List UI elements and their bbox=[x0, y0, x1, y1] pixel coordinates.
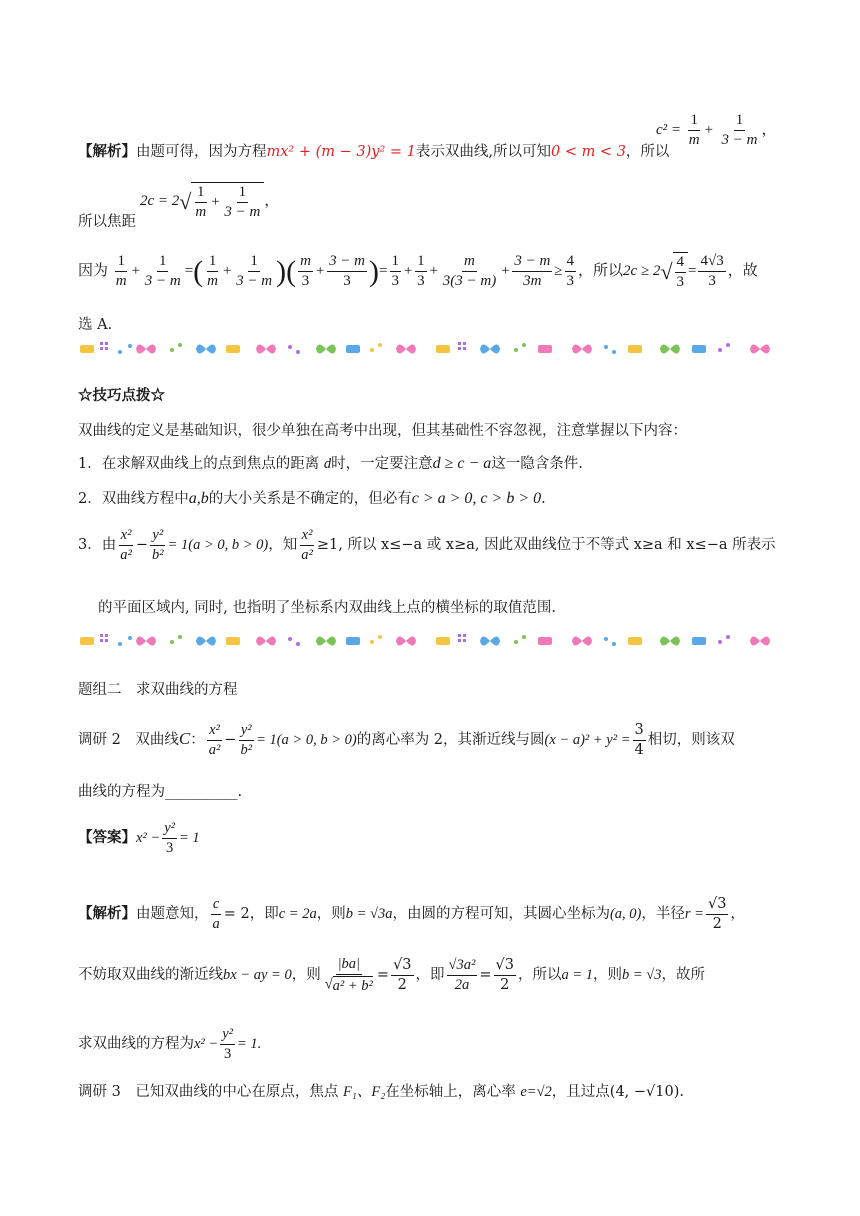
solution-tag: 【解析】 bbox=[78, 905, 136, 923]
tips-title: ☆技巧点拨☆ bbox=[78, 387, 165, 404]
question-3: 调研 3 已知双曲线的中心在原点，焦点 F₁、F₂在坐标轴上，离心率 e=√2，且过点(4, −√10). bbox=[78, 1084, 685, 1100]
analysis-line-1: 【解析】由题可得，因为方程mx² + (m − 3)y² = 1表示双曲线,所以可知0 < m < 3，所以 bbox=[78, 143, 670, 160]
analysis-tag: 【解析】 bbox=[78, 143, 136, 160]
tips-item-3: 3．由 $\frac{\text{x²}}{\text{a²}}$ − $\frac{\text{y²}}{\text{b²}}$ = 1(a > 0, b > 0)，知 $\frac{\text{x²}}{\text{a²}}$ ≥1, 所以 x≤−a 或 x≥a, 因此双曲线位于不等式 x≥a 和 x≤−a 所表示 bbox=[78, 527, 776, 563]
answer-line: 【答案】x² − $\frac{\text{y²}}{3}$ = 1 bbox=[78, 820, 200, 856]
inequality-red: 0 < m < 3 bbox=[550, 144, 626, 160]
answer-choice: 选 A. bbox=[78, 317, 113, 333]
c-squared-formula: c² = $\frac{1}{m}$ + $\frac{1}{3 - m}$ ， bbox=[656, 112, 777, 149]
solution-line-3: 求双曲线的方程为x² − $\frac{\text{y²}}{3}$ = 1. bbox=[78, 1026, 262, 1062]
group-title: 题组二 求双曲线的方程 bbox=[78, 682, 238, 698]
solution-line-2: 不妨取双曲线的渐近线bx − ay = 0，则 $\frac{|ba|}{\text{√a² + b²}}$ = $\frac{√3}{2}$ ，即 $\frac{\text{√3a²}}{2a}$ = $\frac{√3}{2}$ ，所以a = 1，则b = √3，故所 bbox=[78, 956, 706, 994]
focal-label: 所以焦距 bbox=[78, 214, 136, 230]
solution-line-1: 【解析】由题意知， $\frac{c}{a}$ = 2，即c = 2a，则b = √3a，由圆的方程可知，其圆心坐标为(a, 0)，半径r = $\frac{√3}{2}$ ， bbox=[78, 896, 745, 932]
tips-item-1: 1．在求解双曲线上的点到焦点的距离 d时，一定要注意d ≥ c − a这一隐含条件. bbox=[78, 455, 583, 472]
butterfly-divider bbox=[76, 338, 776, 360]
question-2-cont: 曲线的方程为__________. bbox=[78, 784, 243, 800]
focal-formula: 2c = 2√ $\frac{1}{m}$ + $\frac{1}{3 - m}$ ， bbox=[140, 184, 280, 221]
answer-tag: 【答案】 bbox=[78, 829, 136, 847]
butterfly-divider bbox=[76, 630, 776, 652]
inequality-derivation: 因为 $\frac{1}{m}$ + $\frac{1}{3 - m}$ =( $\frac{1}{m}$ + $\frac{1}{3 - m}$ )( $\frac{m}{3}$ + $\frac{3 - m}{3}$ )= $\frac{1}{3}$ + $\frac{1}{3}$ + $\frac{m}{3(3 - m)}$ + $\frac{3 - m}{3m}$ ≥ $\frac{4}{3}$ ，所以2c ≥ 2√ $\frac{4}{3}$ = $\frac{4√3}{3}$ ，故 bbox=[78, 253, 758, 291]
tips-item-2: 2．双曲线方程中a,b的大小关系是不确定的，但必有c > a > 0, c > b > 0. bbox=[78, 490, 546, 507]
question-2: 调研 2 双曲线C： $\frac{\text{x²}}{\text{a²}}$ − $\frac{\text{y²}}{\text{b²}}$ = 1(a > 0, b > 0)的离心率为 2，其渐近线与圆(x − a)² + y² = $\frac{3}{4}$ 相切，则该双 bbox=[78, 722, 735, 758]
tips-item-3-cont: 的平面区域内, 同时, 也指明了坐标系内双曲线上点的横坐标的取值范围. bbox=[98, 600, 557, 616]
tips-intro: 双曲线的定义是基础知识，很少单独在高考中出现，但其基础性不容忽视，注意掌握以下内容： bbox=[78, 423, 687, 439]
equation-red: mx² + (m − 3)y² = 1 bbox=[266, 144, 416, 160]
